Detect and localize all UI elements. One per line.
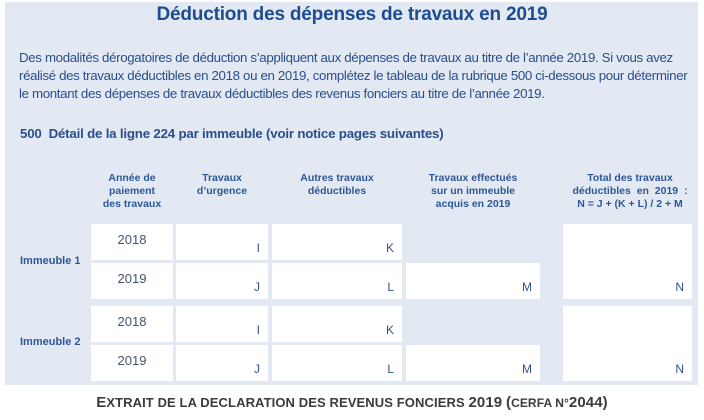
box-letter-J: J <box>254 362 260 376</box>
figure-caption: EXTRAIT DE LA DECLARATION DES REVENUS FONCIERS 2019 (CERFA N°2044) <box>96 394 608 411</box>
building-2-label: Immeuble 2 <box>20 336 81 348</box>
other-works-input-K[interactable] <box>272 224 402 260</box>
total-input-N[interactable] <box>563 306 692 381</box>
box-letter-K: K <box>385 241 394 255</box>
year-cell: 2019 <box>91 345 173 381</box>
page-title: Déduction des dépenses de travaux en 2019 <box>156 4 548 25</box>
other-works-input-L[interactable] <box>272 345 402 381</box>
urgent-works-input-J[interactable] <box>176 345 268 381</box>
acquired-building-input-M[interactable] <box>406 345 540 381</box>
other-works-input-L[interactable] <box>272 263 402 299</box>
box-letter-K: K <box>385 323 394 337</box>
box-letter-M: M <box>522 362 532 376</box>
other-works-input-K[interactable] <box>272 306 402 342</box>
box-letter-N: N <box>675 280 684 294</box>
urgent-works-input-J[interactable] <box>176 263 268 299</box>
box-letter-L: L <box>387 280 394 294</box>
year-cell: 2018 <box>91 306 173 342</box>
acquired-building-input-M[interactable] <box>406 263 540 299</box>
box-letter-L: L <box>387 362 394 376</box>
box-letter-I: I <box>256 323 260 337</box>
intro-paragraph: Des modalités dérogatoires de déduction s’appliquent aux dépenses de travaux au titre de l’année 2019. Si vous avez réalisé des travaux déductibles en 2018 ou en 2019, complétez le tableau de la rubrique 500 ci-dessous pour déterminer le montant des dépenses de travaux déductibles des revenus fonciers au titre de l’année 2019. <box>19 50 688 101</box>
box-letter-J: J <box>254 280 260 294</box>
year-cell: 2018 <box>91 224 173 260</box>
col-header-acquired-building: Travaux effectués sur un immeuble acquis en 2019 <box>428 172 518 210</box>
box-letter-M: M <box>522 280 532 294</box>
box-letter-I: I <box>256 241 260 255</box>
col-header-other-works: Autres travaux déductibles <box>300 172 374 197</box>
total-input-N[interactable] <box>563 224 692 299</box>
col-header-total: Total des travaux déductibles en 2019 : N = J + (K + L) / 2 + M <box>572 172 688 210</box>
col-header-urgent-works: Travaux d’urgence <box>196 172 248 197</box>
year-cell: 2019 <box>91 263 173 299</box>
box-letter-N: N <box>675 362 684 376</box>
urgent-works-input-I[interactable] <box>176 306 268 342</box>
urgent-works-input-I[interactable] <box>176 224 268 260</box>
col-header-year: Année de paiement des travaux <box>102 172 162 210</box>
building-1-label: Immeuble 1 <box>20 255 81 267</box>
section-heading: 500 Détail de la ligne 224 par immeuble (voir notice pages suivantes) <box>20 126 444 141</box>
